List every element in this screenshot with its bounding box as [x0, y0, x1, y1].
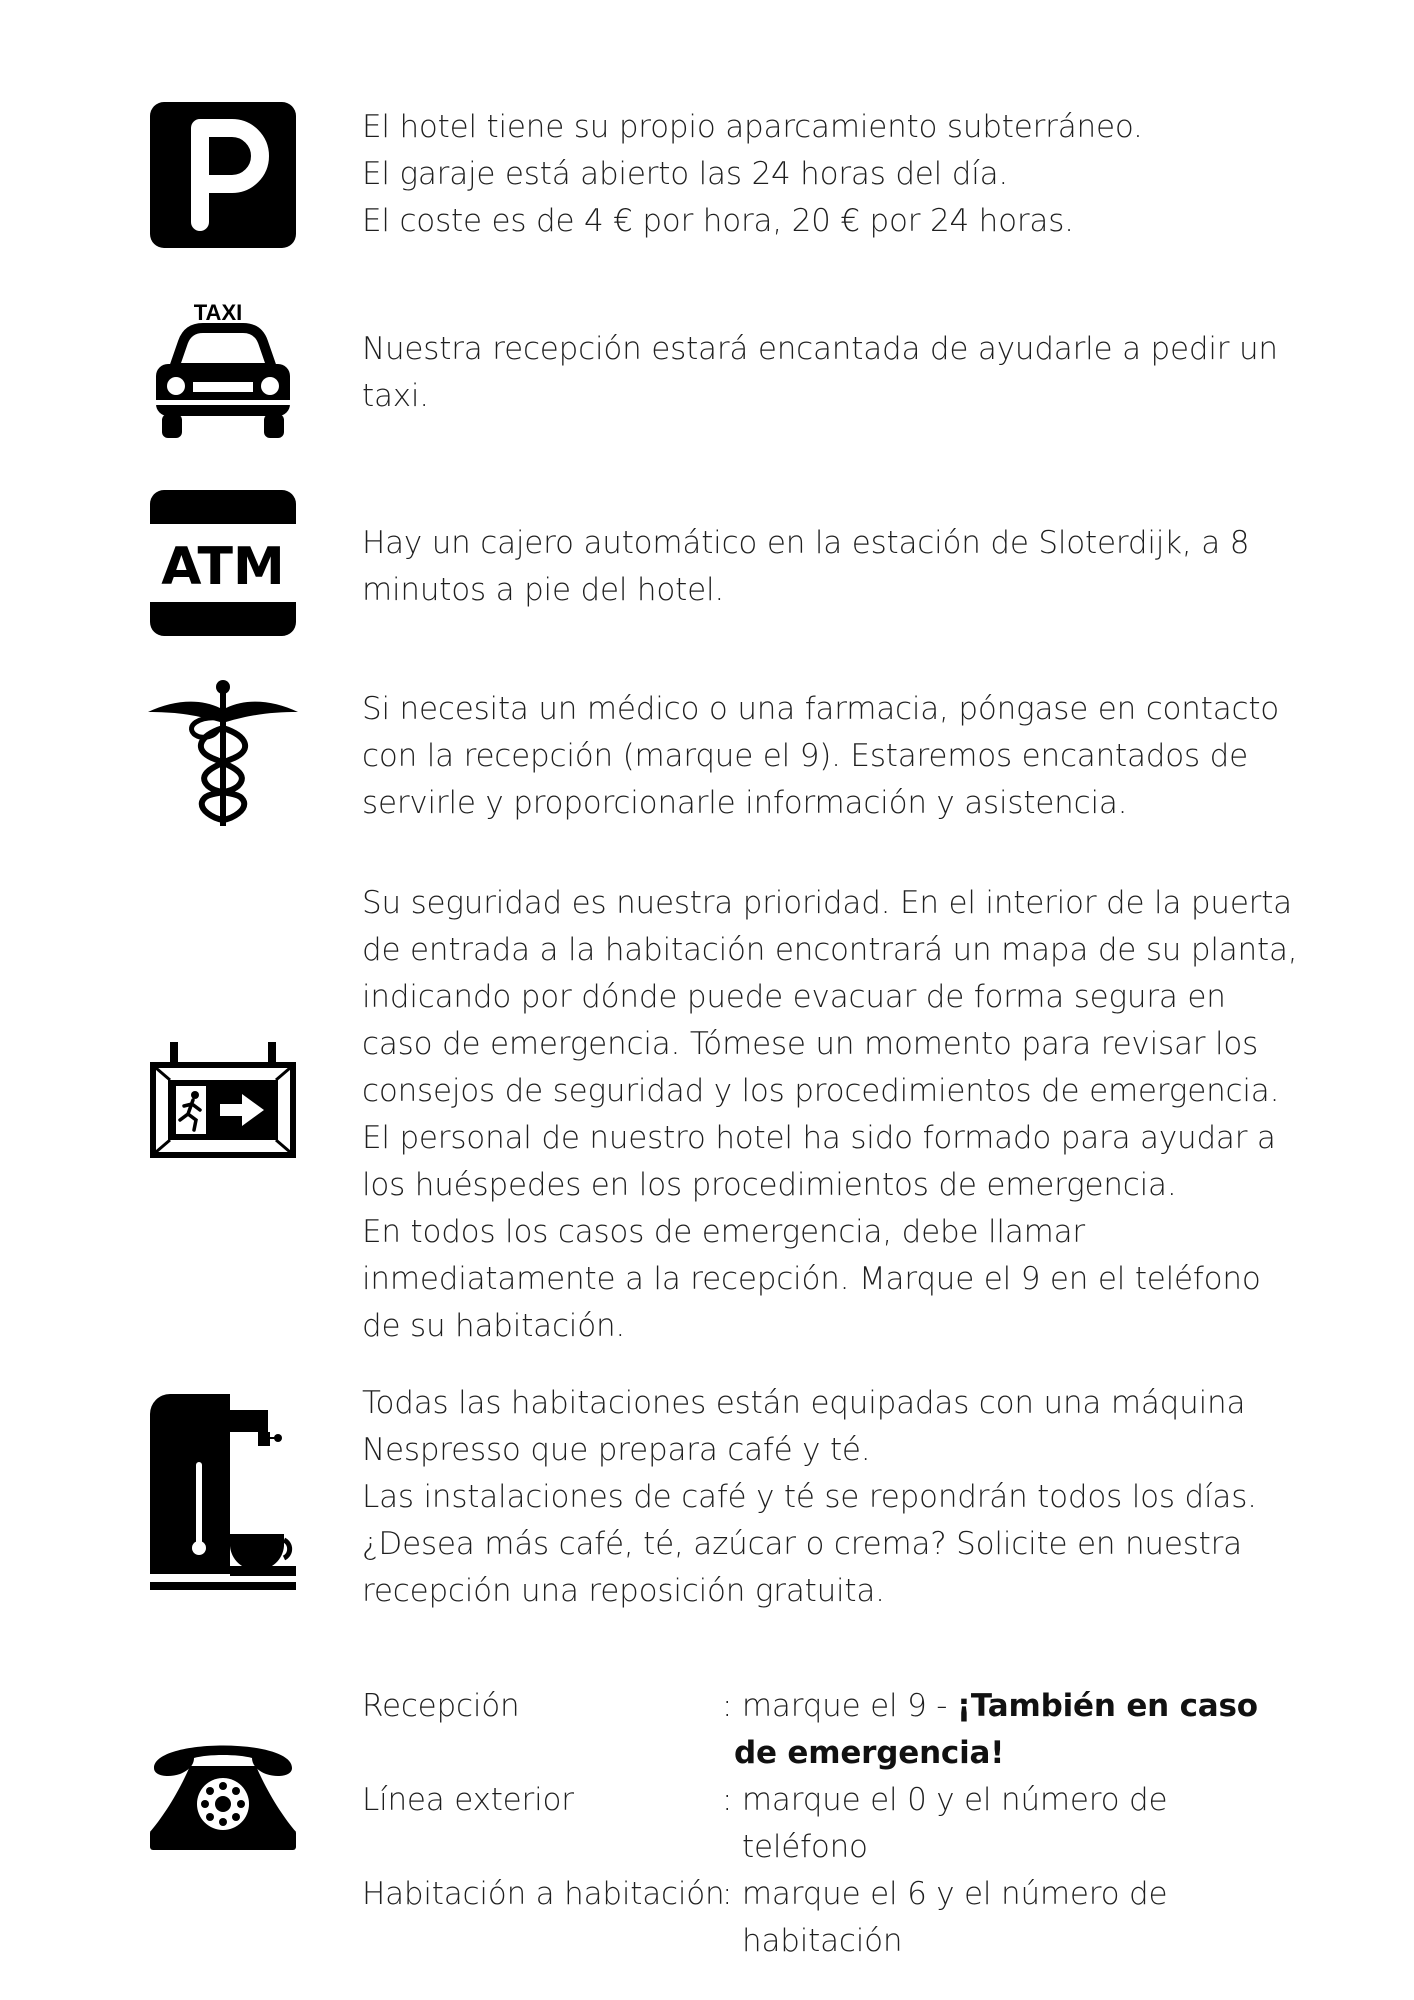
- text-line: ¿Desea más café, té, azúcar o crema? Solicite en nuestra: [362, 1526, 1242, 1562]
- phone-row-value: : marque el 0 y el número de: [722, 1782, 1168, 1818]
- atm-icon-label: ATM: [161, 537, 285, 597]
- atm-text: [362, 520, 1342, 614]
- phone-row-outside-line: [362, 1777, 1258, 1824]
- text-line: Nespresso que prepara café y té.: [362, 1432, 871, 1468]
- phone-row-value-bold: ¡También en caso: [956, 1688, 1258, 1724]
- phone-row-value-text: : marque el 9 -: [722, 1688, 957, 1724]
- text-line: El hotel tiene su propio aparcamiento subterráneo.: [362, 109, 1143, 145]
- text-line: con la recepción (marque el 9). Estaremos encantados de: [362, 738, 1248, 774]
- phone-row-continuation: habitación: [742, 1923, 903, 1959]
- phone-row-value: : marque el 6 y el número de: [722, 1876, 1168, 1912]
- atm-icon: [148, 488, 298, 638]
- parking-text: [362, 104, 1342, 245]
- safety-text: [362, 880, 1342, 1350]
- text-line: los huéspedes en los procedimientos de emergencia.: [362, 1167, 1177, 1203]
- taxi-icon-label: TAXI: [193, 300, 243, 325]
- phone-directory: [362, 1683, 1258, 1965]
- phone-row-label: Habitación a habitación: [362, 1876, 725, 1912]
- text-line: de entrada a la habitación encontrará un mapa de su planta,: [362, 932, 1298, 968]
- text-line: En todos los casos de emergencia, debe llamar: [362, 1214, 1085, 1250]
- text-line: de su habitación.: [362, 1308, 626, 1344]
- text-line: indicando por dónde puede evacuar de forma segura en: [362, 979, 1226, 1015]
- text-line: Hay un cajero automático en la estación de Sloterdijk, a 8: [362, 525, 1250, 561]
- text-line: Todas las habitaciones están equipadas con una máquina: [362, 1385, 1246, 1421]
- caduceus-icon: [148, 678, 298, 830]
- text-line: recepción una reposición gratuita.: [362, 1573, 885, 1609]
- text-line: taxi.: [362, 378, 429, 414]
- phone-row-label: Línea exterior: [362, 1782, 574, 1818]
- text-line: minutos a pie del hotel.: [362, 572, 725, 608]
- phone-row-continuation: de emergencia!: [734, 1735, 1005, 1771]
- phone-row-value: [722, 1683, 1258, 1730]
- telephone-icon: [148, 1728, 298, 1852]
- coffee-text: [362, 1380, 1342, 1615]
- taxi-text: [362, 326, 1342, 420]
- phone-row-room-to-room: [362, 1871, 1258, 1918]
- parking-icon: [148, 100, 298, 250]
- text-line: Nuestra recepción estará encantada de ayudarle a pedir un: [362, 331, 1278, 367]
- text-line: inmediatamente a la recepción. Marque el 9 en el teléfono: [362, 1261, 1261, 1297]
- text-line: El coste es de 4 € por hora, 20 € por 24 horas.: [362, 203, 1074, 239]
- emergency-exit-icon: [148, 1040, 298, 1160]
- text-line: servirle y proporcionarle información y asistencia.: [362, 785, 1128, 821]
- taxi-icon: [148, 298, 298, 446]
- text-line: consejos de seguridad y los procedimientos de emergencia.: [362, 1073, 1280, 1109]
- text-line: Las instalaciones de café y té se repondrán todos los días.: [362, 1479, 1257, 1515]
- phone-row-continuation: teléfono: [742, 1829, 868, 1865]
- text-line: El personal de nuestro hotel ha sido formado para ayudar a: [362, 1120, 1276, 1156]
- phone-row-reception: [362, 1683, 1258, 1730]
- text-line: Su seguridad es nuestra prioridad. En el interior de la puerta: [362, 885, 1292, 921]
- text-line: El garaje está abierto las 24 horas del día.: [362, 156, 1009, 192]
- phone-row-label: Recepción: [362, 1688, 520, 1724]
- text-line: caso de emergencia. Tómese un momento para revisar los: [362, 1026, 1259, 1062]
- medical-text: [362, 686, 1342, 827]
- coffee-machine-icon: [148, 1394, 298, 1594]
- text-line: Si necesita un médico o una farmacia, póngase en contacto: [362, 691, 1280, 727]
